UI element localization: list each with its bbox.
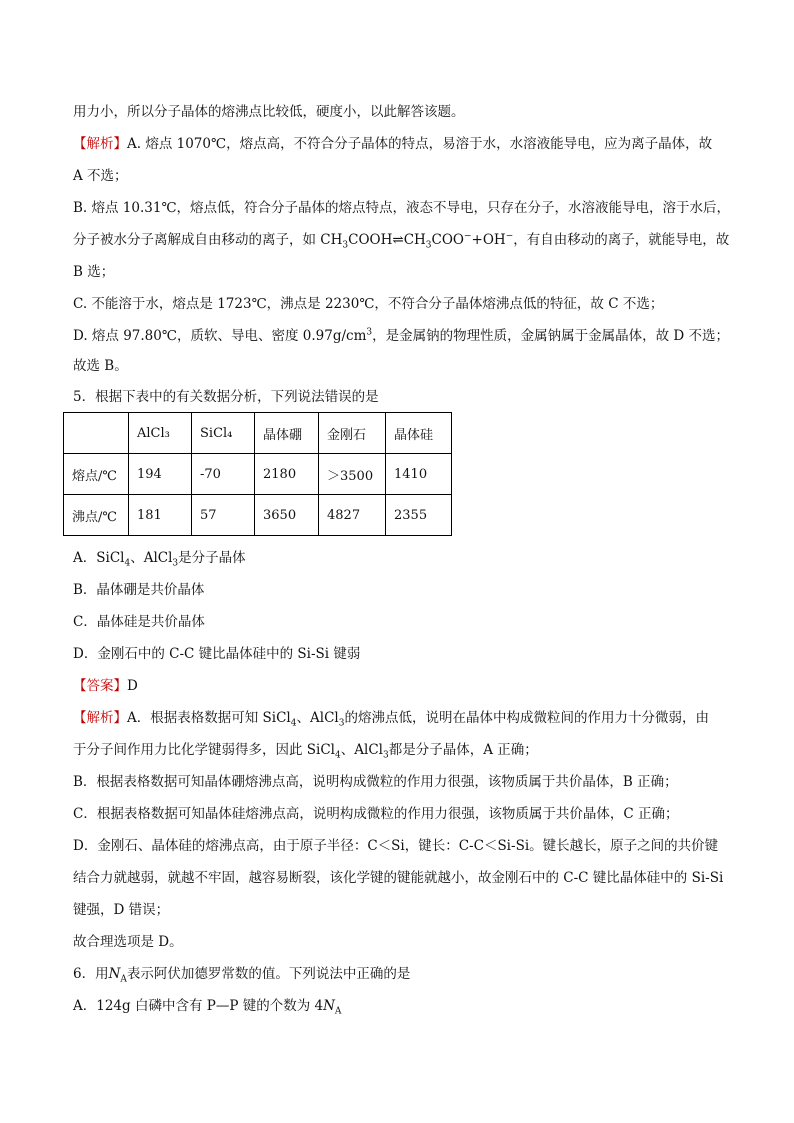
table-cell: 熔点/℃	[64, 454, 129, 495]
table-cell: 2180	[255, 454, 319, 495]
table-cell: SiCl₄	[192, 413, 255, 454]
text: A．124g 白磷中含有 P—P 键的个数为 4	[73, 998, 324, 1014]
analysis-label: 【解析】	[73, 136, 127, 152]
text: 于分子间作用力比化学键弱得多，因此 SiCl	[73, 742, 336, 758]
q5-option-a	[73, 549, 246, 567]
text: A．SiCl	[73, 550, 125, 566]
table-row	[64, 454, 452, 495]
q5-analysis-a-line1	[73, 709, 709, 727]
subscript: 3	[342, 240, 349, 251]
text: 都是分子晶体，A 正确；	[388, 742, 538, 758]
subscript: 4	[290, 718, 297, 729]
prev-analysis-b-line1: B. 熔点 10.31℃，熔点低，符合分子晶体的熔点特点，液态不导电，只存在分子，水溶液能导电，溶于水后，	[73, 200, 731, 216]
q5-analysis-d-line2: 结合力就越弱，就越不牢固，越容易断裂，该化学键的键能就越小，故金刚石中的 C-C 键比晶体硅中的 Si-Si	[73, 870, 724, 886]
q5-analysis-c: C．根据表格数据可知晶体硅熔沸点高，说明构成微粒的作用力很强，该物质属于共价晶体，C 正确；	[73, 806, 679, 822]
q5-analysis-d-line3: 键强，D 错误；	[73, 902, 170, 918]
q5-analysis-b: B．根据表格数据可知晶体硼熔沸点高，说明构成微粒的作用力很强，该物质属于共价晶体，B 正确；	[73, 774, 678, 790]
q6-stem	[73, 965, 410, 983]
table-cell: 金刚石	[319, 413, 386, 454]
table-cell: 沸点/℃	[64, 495, 129, 536]
intro-line: 用力小，所以分子晶体的熔沸点比较低，硬度小，以此解答该题。	[73, 104, 465, 120]
table-cell: 181	[129, 495, 192, 536]
text: 6．用	[73, 966, 109, 982]
superscript: −	[505, 231, 514, 242]
table-cell: 2355	[386, 495, 452, 536]
text: +OH	[471, 232, 506, 248]
answer-label: 【答案】	[73, 678, 127, 694]
table-cell: 1410	[386, 454, 452, 495]
table-row	[64, 413, 452, 454]
answer-value: D	[127, 678, 138, 694]
subscript: 3	[382, 750, 389, 761]
subscript: 4	[335, 750, 341, 761]
subscript: 3	[172, 558, 179, 569]
text: A．根据表格数据可知 SiCl	[127, 710, 291, 726]
text: 、AlCl	[130, 550, 173, 566]
analysis-text: A. 熔点 1070℃，熔点高，不符合分子晶体的特点，易溶于水，水溶液能导电，应为离子晶体，故	[127, 136, 713, 152]
subscript: A	[120, 974, 127, 985]
q5-analysis-a-line2	[73, 741, 538, 759]
table-cell	[64, 413, 129, 454]
avogadro-symbol: N	[323, 998, 335, 1014]
q6-option-a	[73, 997, 341, 1015]
text: 、AlCl	[296, 710, 339, 726]
text: 的熔沸点低，说明在晶体中构成微粒间的作用力十分微弱，由	[344, 710, 709, 726]
q5-option-b: B．晶体硼是共价晶体	[73, 582, 205, 598]
q5-answer	[73, 677, 138, 695]
prev-analysis-d-line	[73, 327, 729, 345]
q5-data-table	[63, 412, 452, 536]
prev-analysis-a-line2: A 不选；	[73, 168, 128, 184]
avogadro-symbol: N	[108, 966, 121, 982]
superscript: 3	[366, 327, 373, 338]
superscript: −	[464, 231, 472, 242]
text: ，有自由移动的离子，就能导电，故	[513, 232, 730, 248]
text: ，是金属钠的物理性质，金属钠属于金属晶体，故 D 不选；	[372, 328, 730, 344]
table-cell: ＞3500	[319, 454, 386, 495]
text: 分子被水分子离解成自由移动的离子，如 CH	[73, 232, 343, 248]
table-cell: 57	[192, 495, 255, 536]
q5-option-c: C．晶体硅是共价晶体	[73, 614, 205, 630]
subscript: 3	[338, 718, 345, 729]
q5-stem: 5．根据下表中的有关数据分析，下列说法错误的是	[73, 389, 379, 405]
text: 是分子晶体	[178, 550, 246, 566]
text: 表示阿伏加德罗常数的值。下列说法中正确的是	[126, 966, 411, 982]
table-cell: 3650	[255, 495, 319, 536]
q5-conclusion: 故合理选项是 D。	[73, 934, 183, 950]
table-cell: 晶体硼	[255, 413, 319, 454]
table-cell: AlCl₃	[129, 413, 192, 454]
analysis-label: 【解析】	[73, 710, 127, 726]
text: COO	[431, 232, 464, 248]
q5-option-d: D．金刚石中的 C-C 键比晶体硅中的 Si-Si 键弱	[73, 646, 361, 662]
text: 、AlCl	[340, 742, 383, 758]
table-cell: -70	[192, 454, 255, 495]
prev-conclusion: 故选 B。	[73, 358, 128, 374]
q5-analysis-d-line1: D．金刚石、晶体硅的熔沸点高，由于原子半径：C＜Si，键长：C-C＜Si-Si。键长越长，原子之间的共价键	[73, 838, 719, 854]
table-row	[64, 495, 452, 536]
table-cell: 194	[129, 454, 192, 495]
table-cell: 4827	[319, 495, 386, 536]
prev-analysis-c-line: C. 不能溶于水，熔点是 1723℃，沸点是 2230℃，不符合分子晶体熔沸点低的特征，故 C 不选；	[73, 296, 664, 312]
prev-analysis-b-line2	[73, 231, 729, 249]
subscript: 4	[124, 558, 131, 569]
subscript: A	[334, 1006, 342, 1017]
text: D. 熔点 97.80℃，质软、导电、密度 0.97g/cm	[73, 328, 367, 344]
prev-analysis-b-line3: B 选；	[73, 264, 115, 280]
subscript: 3	[425, 240, 432, 251]
prev-analysis-a-line1	[73, 135, 712, 153]
text: COOH⇌CH	[348, 232, 426, 248]
table-cell: 晶体硅	[386, 413, 452, 454]
